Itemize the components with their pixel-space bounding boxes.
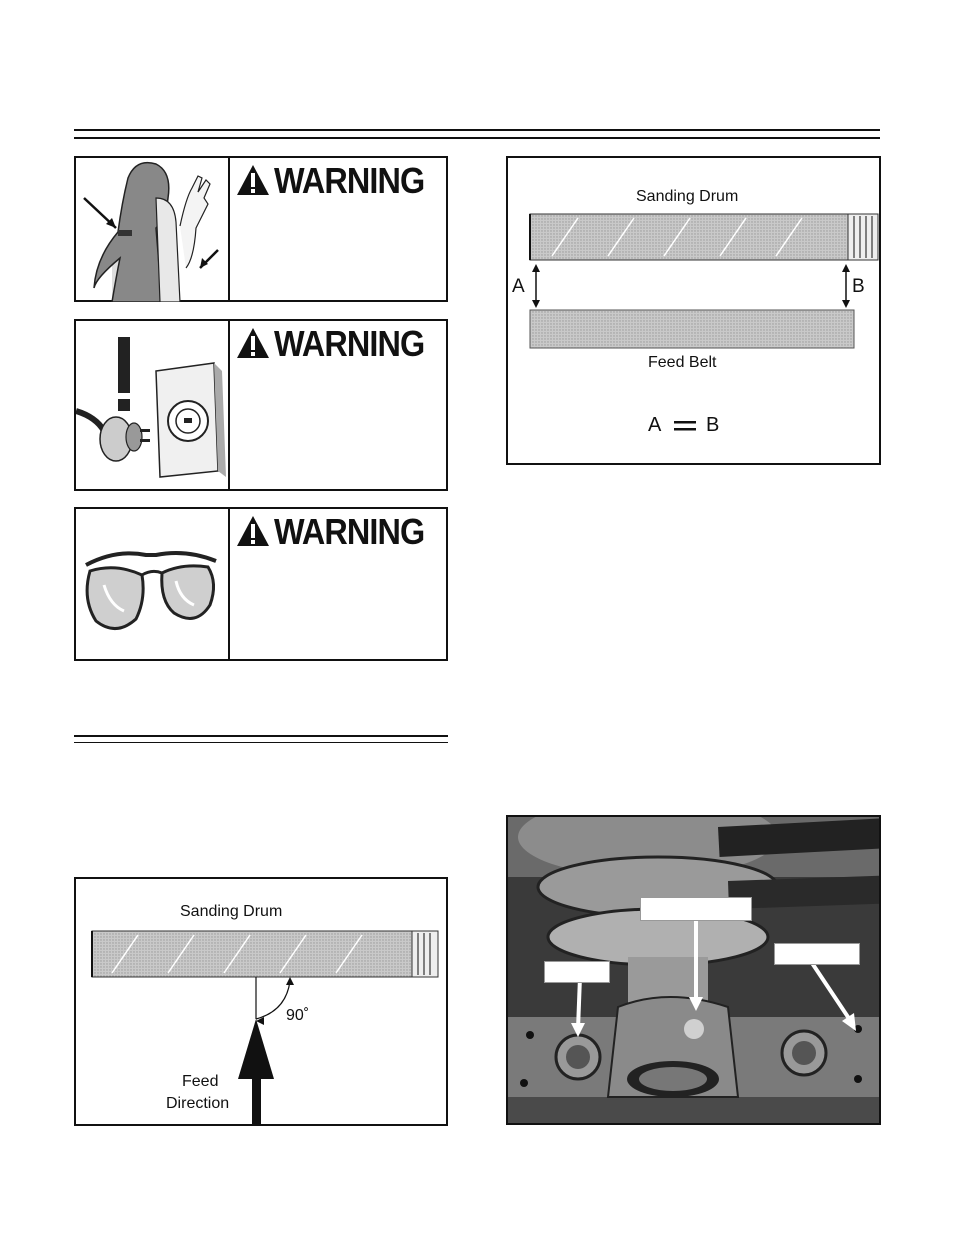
feed-label-line1: Feed [182, 1073, 219, 1090]
sanding-drum-label: Sanding Drum [636, 188, 739, 205]
warning-triangle-icon [236, 515, 270, 547]
power-plug-icon [76, 321, 228, 489]
feed-label-line2: Direction [166, 1095, 230, 1112]
warning-panel [228, 321, 425, 489]
sanding-drum-label: Sanding Drum [180, 903, 283, 920]
section-rule-top [74, 735, 448, 737]
warning-header [236, 325, 446, 363]
warning-word: WARNING [274, 160, 425, 201]
figure-feed-direction [74, 877, 448, 1126]
drum-alignment-diagram [508, 158, 879, 463]
section-rule-bottom [74, 742, 448, 743]
warning-header [236, 162, 446, 200]
gap-a-label: A [512, 276, 525, 297]
warning-triangle-icon [236, 327, 270, 359]
warning-panel [228, 509, 425, 659]
warning-word: WARNING [274, 323, 425, 364]
angle-label: 90˚ [286, 1007, 310, 1024]
feed-direction-diagram [76, 879, 446, 1124]
warning-box-hair [74, 156, 448, 302]
gap-b-label: B [852, 276, 865, 297]
photo-callout-box-center [640, 897, 752, 921]
warning-word: WARNING [274, 511, 425, 552]
long-hair-sleeves-icon [76, 158, 228, 300]
warning-panel [228, 158, 425, 300]
figure-drum-alignment [506, 156, 881, 465]
equation-left: A [648, 414, 662, 436]
equation-right: B [706, 414, 720, 436]
warning-triangle-icon [236, 164, 270, 196]
safety-glasses-icon [76, 509, 228, 659]
header-rule-top [74, 129, 880, 131]
feed-belt-label: Feed Belt [648, 354, 717, 371]
warning-box-glasses [74, 507, 448, 661]
warning-header [236, 513, 446, 551]
photo-callout-box-right [774, 943, 860, 965]
warning-box-power [74, 319, 448, 491]
header-rule-bottom [74, 137, 880, 139]
bearing-photo [506, 815, 881, 1125]
photo-callout-box-left [544, 961, 610, 983]
